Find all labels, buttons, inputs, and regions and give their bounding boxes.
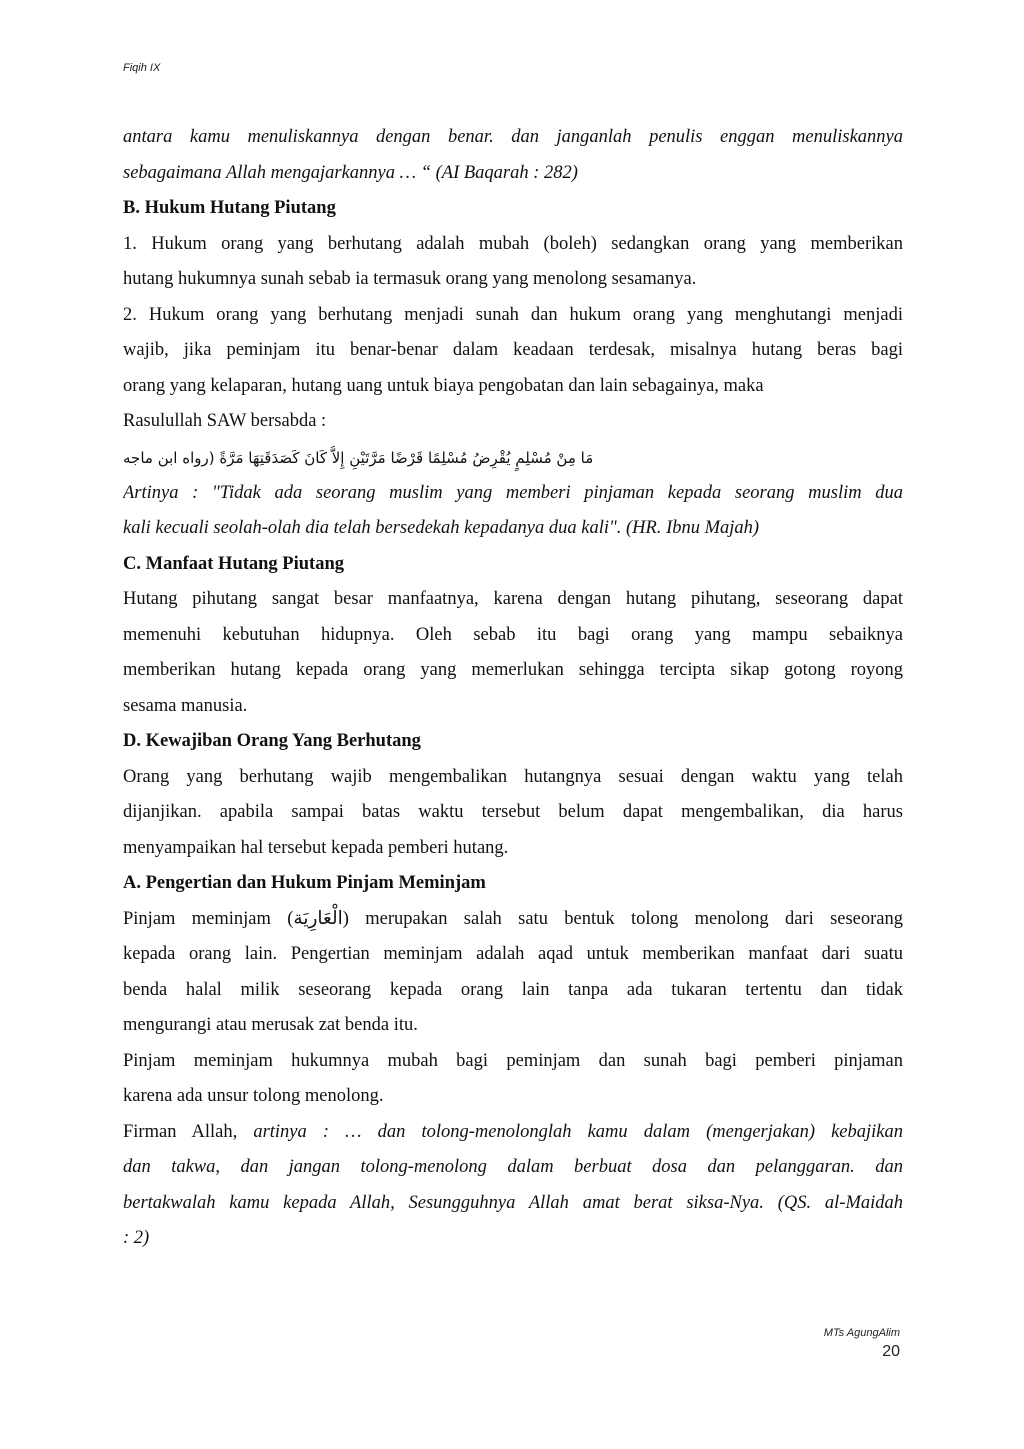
text-line: dijanjikan. apabila sampai batas waktu tersebut belum dapat mengembalikan, dia harus xyxy=(123,802,903,822)
arabic-hadith-text: مَا مِنْ مُسْلِمٍ يُقْرِضُ مُسْلِمًا قَرْضًا مَرَّتَيْنِ إِلاَّ كَانَ كَصَدَقَتِهَا مَرَّةً (رواه ابن ماجه xyxy=(123,448,594,467)
firman-line xyxy=(123,1115,903,1151)
text-line: memberikan hutang kepada orang yang memerlukan sehingga tercipta sikap gotong royong xyxy=(123,660,903,680)
text-line: Hutang pihutang sangat besar manfaatnya, karena dengan hutang pihutang, seseorang dapat xyxy=(123,589,903,609)
text-line: 2. Hukum orang yang berhutang menjadi sunah dan hukum orang yang menghutangi menjadi xyxy=(123,304,903,325)
section-heading-kewajiban: D. Kewajiban Orang Yang Berhutang xyxy=(123,731,421,751)
text-line: menyampaikan hal tersebut kepada pemberi hutang. xyxy=(123,837,509,858)
text-line: 1. Hukum orang yang berhutang adalah mubah (boleh) sedangkan orang yang memberikan xyxy=(123,233,903,254)
text-line: mengurangi atau merusak zat benda itu. xyxy=(123,1015,418,1035)
running-header: Fiqih IX xyxy=(123,62,161,74)
text-line: antara kamu menuliskannya dengan benar. dan janganlah penulis enggan menuliskannya xyxy=(123,127,903,147)
page-number: 20 xyxy=(882,1343,900,1360)
text-line: Pinjam meminjam hukumnya mubah bagi peminjam dan sunah bagi pemberi pinjaman xyxy=(123,1050,903,1071)
body-text xyxy=(123,120,903,1257)
text-line: hutang hukumnya sunah sebab ia termasuk orang yang menolong sesamanya. xyxy=(123,269,697,289)
section-heading-pinjam-meminjam: A. Pengertian dan Hukum Pinjam Meminjam xyxy=(123,873,486,893)
text-line: Artinya : "Tidak ada seorang muslim yang memberi pinjaman kepada seorang muslim dua xyxy=(123,482,903,503)
text-line: Pinjam meminjam (الْعَارِيَة) merupakan salah satu bentuk tolong menolong dari seseorang xyxy=(123,908,903,929)
text-line: orang yang kelaparan, hutang uang untuk biaya pengobatan dan lain sebagainya, maka xyxy=(123,375,764,396)
section-heading-hukum-hutang: B. Hukum Hutang Piutang xyxy=(123,198,336,218)
firman-line: dan takwa, dan jangan tolong-menolong dalam berbuat dosa dan pelanggaran. dan xyxy=(123,1157,903,1177)
text-line: kali kecuali seolah-olah dia telah bersedekah kepadanya dua kali". (HR. Ibnu Majah) xyxy=(123,518,760,538)
text-line: wajib, jika peminjam itu benar-benar dalam keadaan terdesak, misalnya hutang beras bagi xyxy=(123,340,903,360)
text-line: Orang yang berhutang wajib mengembalikan hutangnya sesuai dengan waktu yang telah xyxy=(123,766,903,787)
arabic-hadith xyxy=(123,440,903,476)
text-line: sesama manusia. xyxy=(123,695,248,716)
footer-school-name: MTs AgungAlim xyxy=(823,1327,900,1339)
section-heading-manfaat: C. Manfaat Hutang Piutang xyxy=(123,553,344,574)
text-line: karena ada unsur tolong menolong. xyxy=(123,1086,384,1106)
firman-line: : 2) xyxy=(123,1228,150,1248)
firman-prefix: Firman Allah, xyxy=(123,1121,254,1142)
text-line: sebagaimana Allah mengajarkannya … “ (AI Baqarah : 282) xyxy=(123,162,578,183)
text-line: benda halal milik seseorang kepada orang lain tanpa ada tukaran tertentu dan tidak xyxy=(123,979,903,1000)
text-line: Rasulullah SAW bersabda : xyxy=(123,411,327,431)
text-line: kepada orang lain. Pengertian meminjam adalah aqad untuk memberikan manfaat dari suatu xyxy=(123,944,903,964)
firman-translation: artinya : … dan tolong-menolonglah kamu dalam (mengerjakan) kebajikan xyxy=(253,1121,903,1142)
text-line: memenuhi kebutuhan hidupnya. Oleh sebab itu bagi orang yang mampu sebaiknya xyxy=(123,624,903,645)
firman-line: bertakwalah kamu kepada Allah, Sesungguhnya Allah amat berat siksa-Nya. (QS. al-Maidah xyxy=(123,1192,903,1213)
